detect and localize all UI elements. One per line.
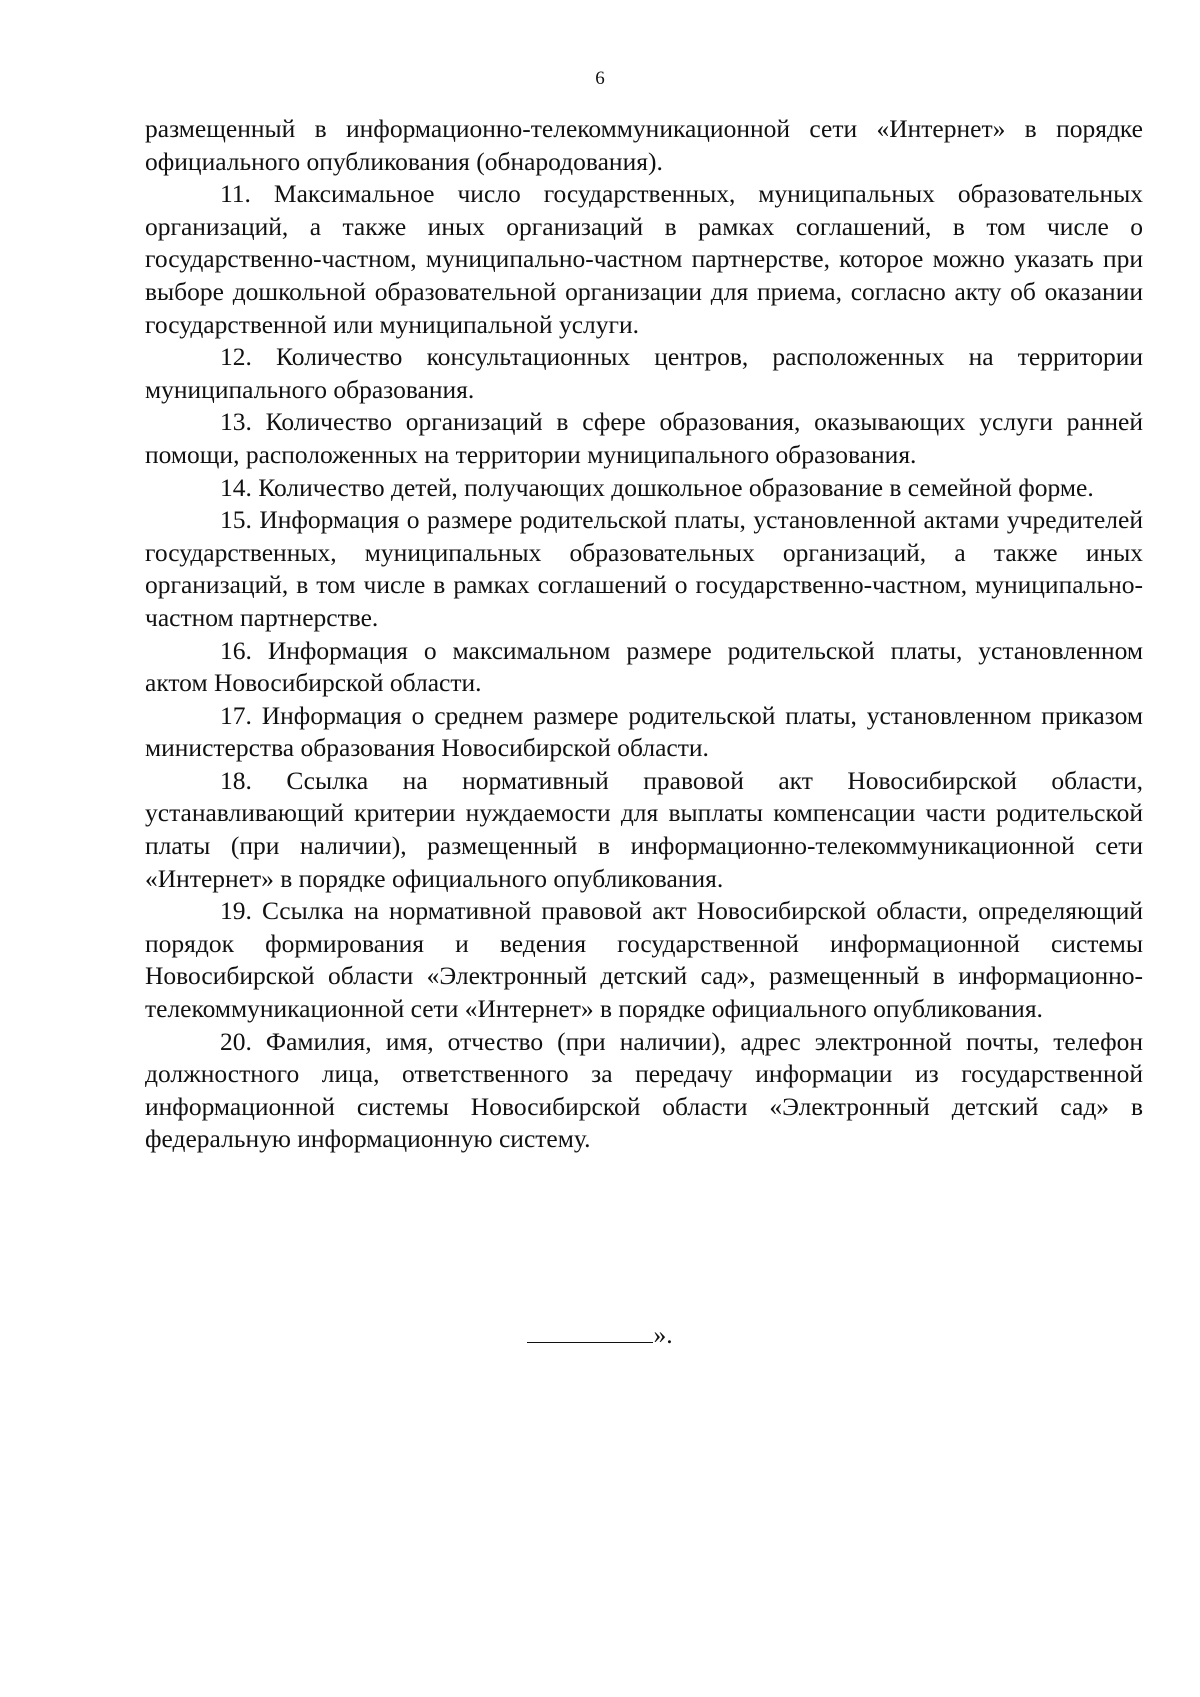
- paragraph-item-19: 19. Ссылка на нормативной правовой акт Новосибирской области, определяющий порядок формирования и ведения государственной информационной системы Новосибирской области «Электронный детский сад», размещенный в информационно-телекоммуникационной сети «Интернет» в порядке официального опубликования.: [145, 896, 1143, 1024]
- closing-line: [0, 1320, 1200, 1350]
- paragraph-item-20: 20. Фамилия, имя, отчество (при наличии), адрес электронной почты, телефон должностного лица, ответственного за передачу информации из государственной информационной системы Новосибирской области «Электронный детский сад» в федеральную информационную систему.: [145, 1026, 1143, 1154]
- paragraph-item-12: 12. Количество консультационных центров, расположенных на территории муниципального образования.: [145, 342, 1143, 404]
- paragraph-item-17: 17. Информация о среднем размере родительской платы, установленном приказом министерства образования Новосибирской области.: [145, 700, 1143, 763]
- paragraph-item-18: 18. Ссылка на нормативный правовой акт Новосибирской области, устанавливающий критерии нуждаемости для выплаты компенсации части родительской платы (при наличии), размещенный в информационно-телекоммуникационной сети «Интернет» в порядке официального опубликования.: [145, 765, 1143, 893]
- paragraph-item-11: 11. Максимальное число государственных, муниципальных образовательных организаций, а также иных организаций в рамках соглашений, в том числе о государственно-частном, муниципально-частном партнерстве, которое можно указать при выборе дошкольной образовательной организации для приема, согласно акту об оказании государственной или муниципальной услуги.: [145, 179, 1143, 339]
- paragraph-continuation: размещенный в информационно-телекоммуникационной сети «Интернет» в порядке официального опубликования (обнародования).: [145, 114, 1143, 176]
- paragraph-item-16: 16. Информация о максимальном размере родительской платы, установленном актом Новосибирской области.: [145, 635, 1143, 698]
- paragraph-item-13: 13. Количество организаций в сфере образования, оказывающих услуги ранней помощи, расположенных на территории муниципального образования.: [145, 407, 1143, 469]
- page-number: 6: [595, 68, 605, 89]
- underline-blank: [527, 1320, 653, 1343]
- paragraph-item-14: 14. Количество детей, получающих дошкольное образование в семейной форме.: [220, 472, 1094, 502]
- paragraph-item-15: 15. Информация о размере родительской платы, установленной актами учредителей государственных, муниципальных образовательных организаций, а также иных организаций, в том числе в рамках соглашений о государственно-частном, муниципально-частном партнерстве.: [145, 505, 1143, 632]
- closing-quote-mark: ».: [653, 1320, 673, 1349]
- document-body: [145, 113, 1143, 1156]
